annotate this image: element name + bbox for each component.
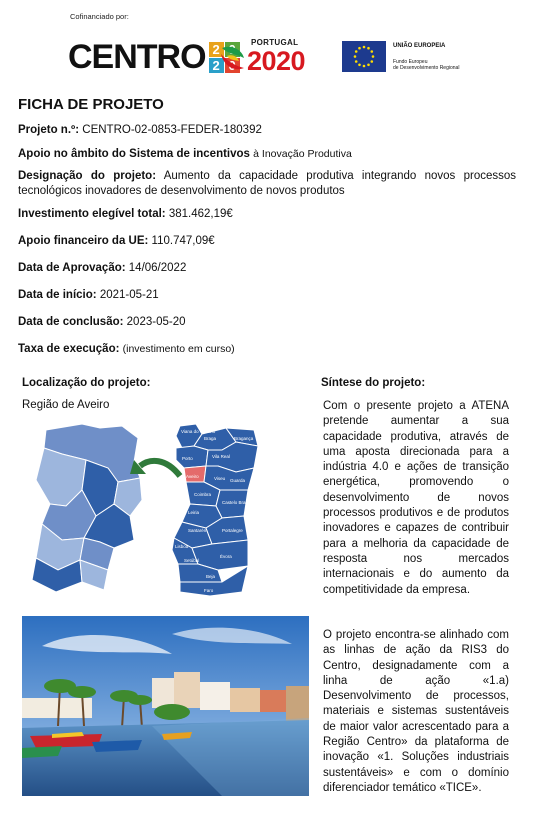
map-label: Bragança [234, 436, 254, 441]
eu-logo-subtitle [393, 59, 459, 71]
portugal-logo-big: 2020 [247, 46, 306, 76]
field-taxa-execucao [18, 342, 516, 357]
portugal2020-emblem-icon [218, 42, 248, 74]
field-value: 14/06/2022 [128, 262, 187, 274]
map-label: Viseu [214, 476, 226, 481]
field-investimento [18, 207, 516, 222]
location-map [22, 420, 274, 605]
field-label: Investimento elegível total: [18, 208, 166, 220]
eu-flag-icon [342, 41, 386, 72]
field-value: 110.747,09€ [151, 235, 215, 247]
page-title: FICHA DE PROJETO [18, 96, 164, 113]
centro-region-map [32, 424, 142, 592]
eu-logo [342, 41, 462, 75]
field-label: Apoio no âmbito do Sistema de incentivos [18, 148, 250, 160]
centro-digit: 2 [209, 58, 224, 73]
localizacao-title: Localização do projeto: [22, 377, 151, 389]
field-label: Data de conclusão: [18, 316, 124, 328]
centro2020-logo [68, 40, 240, 74]
field-apoio-ue [18, 234, 516, 249]
field-value: 2023-05-20 [126, 316, 186, 328]
map-label: Guarda [230, 478, 246, 483]
field-label: Taxa de execução: [18, 343, 120, 355]
arrow-icon [140, 461, 180, 476]
portugal2020-logo [218, 38, 326, 78]
map-label: Faro [204, 588, 214, 593]
field-data-aprovacao [18, 261, 516, 276]
sintese-paragraph: Com o presente projeto a ATENA pretende aumentar a sua capacidade produtiva, através de uma aposta direcionada para a indústria 4.0 e ações de transição energética, promovendo o desenvolvimento de novos processos produtivos e de produtos inovadores e capazes de contribuir para a melhoria da capacidade de resposta nos mercados internacionais e do aumento da competitividade da empresa. [323, 400, 509, 596]
field-value: 2021-05-21 [99, 289, 159, 301]
map-label: Viana do Castelo [181, 429, 216, 434]
map-label: Castelo Branco [222, 500, 253, 505]
map-label: Évora [220, 554, 232, 559]
aveiro-canal-photo [22, 616, 309, 796]
field-data-inicio [18, 288, 516, 303]
map-label: Leiria [188, 510, 200, 515]
field-label: Apoio financeiro da UE: [18, 235, 149, 247]
map-label: Setúbal [184, 558, 200, 563]
map-label: Braga [204, 436, 217, 441]
map-label: Aveiro [186, 474, 199, 479]
eu-logo-line: Fundo Europeu [393, 59, 428, 65]
centro-digit: 2 [209, 42, 224, 57]
centro-logo-word: CENTRO [68, 38, 206, 76]
field-value: à Inovação Produtiva [253, 148, 352, 160]
portugal-logo-small: PORTUGAL [251, 38, 299, 47]
map-label: Lisboa [175, 544, 189, 549]
field-value: CENTRO-02-0853-FEDER-180392 [82, 124, 262, 136]
field-data-conclusao [18, 315, 516, 330]
field-value: 381.462,19€ [168, 208, 233, 220]
field-project-number [18, 123, 516, 138]
field-apoio [18, 147, 516, 162]
map-label: Porto [182, 456, 193, 461]
field-value: Aumento da capacidade produtiva integrando novos processos tecnológicos inovadores de desenvolvimento de novos produtos [18, 170, 517, 197]
sintese-paragraph: O projeto encontra-se alinhado com as linhas de ação da RIS3 do Centro, designadamente com a linha de ação «1.a) Desenvolvimento de processos, materiais e sistemas sustentáveis de maior valor acrescentado para a Região Centro» da plataforma de inovação «1. Soluções industriais sustentáveis» e com o domínio diferenciador temático «TICE». [323, 629, 509, 794]
portugal-map [172, 424, 258, 596]
field-designacao [18, 169, 516, 199]
cofinanced-label: Cofinanciado por: [70, 12, 129, 21]
map-label: Beja [206, 574, 216, 579]
map-label: Portalegre [222, 528, 243, 533]
eu-logo-line: de Desenvolvimento Regional [393, 65, 460, 71]
field-label: Data de início: [18, 289, 97, 301]
field-label: Projeto n.º: [18, 124, 80, 136]
field-label: Designação do projeto: [18, 170, 157, 182]
field-value: (investimento em curso) [122, 343, 235, 355]
eu-logo-title: UNIÃO EUROPEIA [393, 43, 446, 49]
map-label: Vila Real [212, 454, 230, 459]
sintese-title: Síntese do projeto: [321, 377, 426, 389]
map-label: Santarém [188, 528, 208, 533]
field-label: Data de Aprovação: [18, 262, 126, 274]
localizacao-value: Região de Aveiro [22, 399, 110, 411]
map-label: Coimbra [194, 492, 212, 497]
